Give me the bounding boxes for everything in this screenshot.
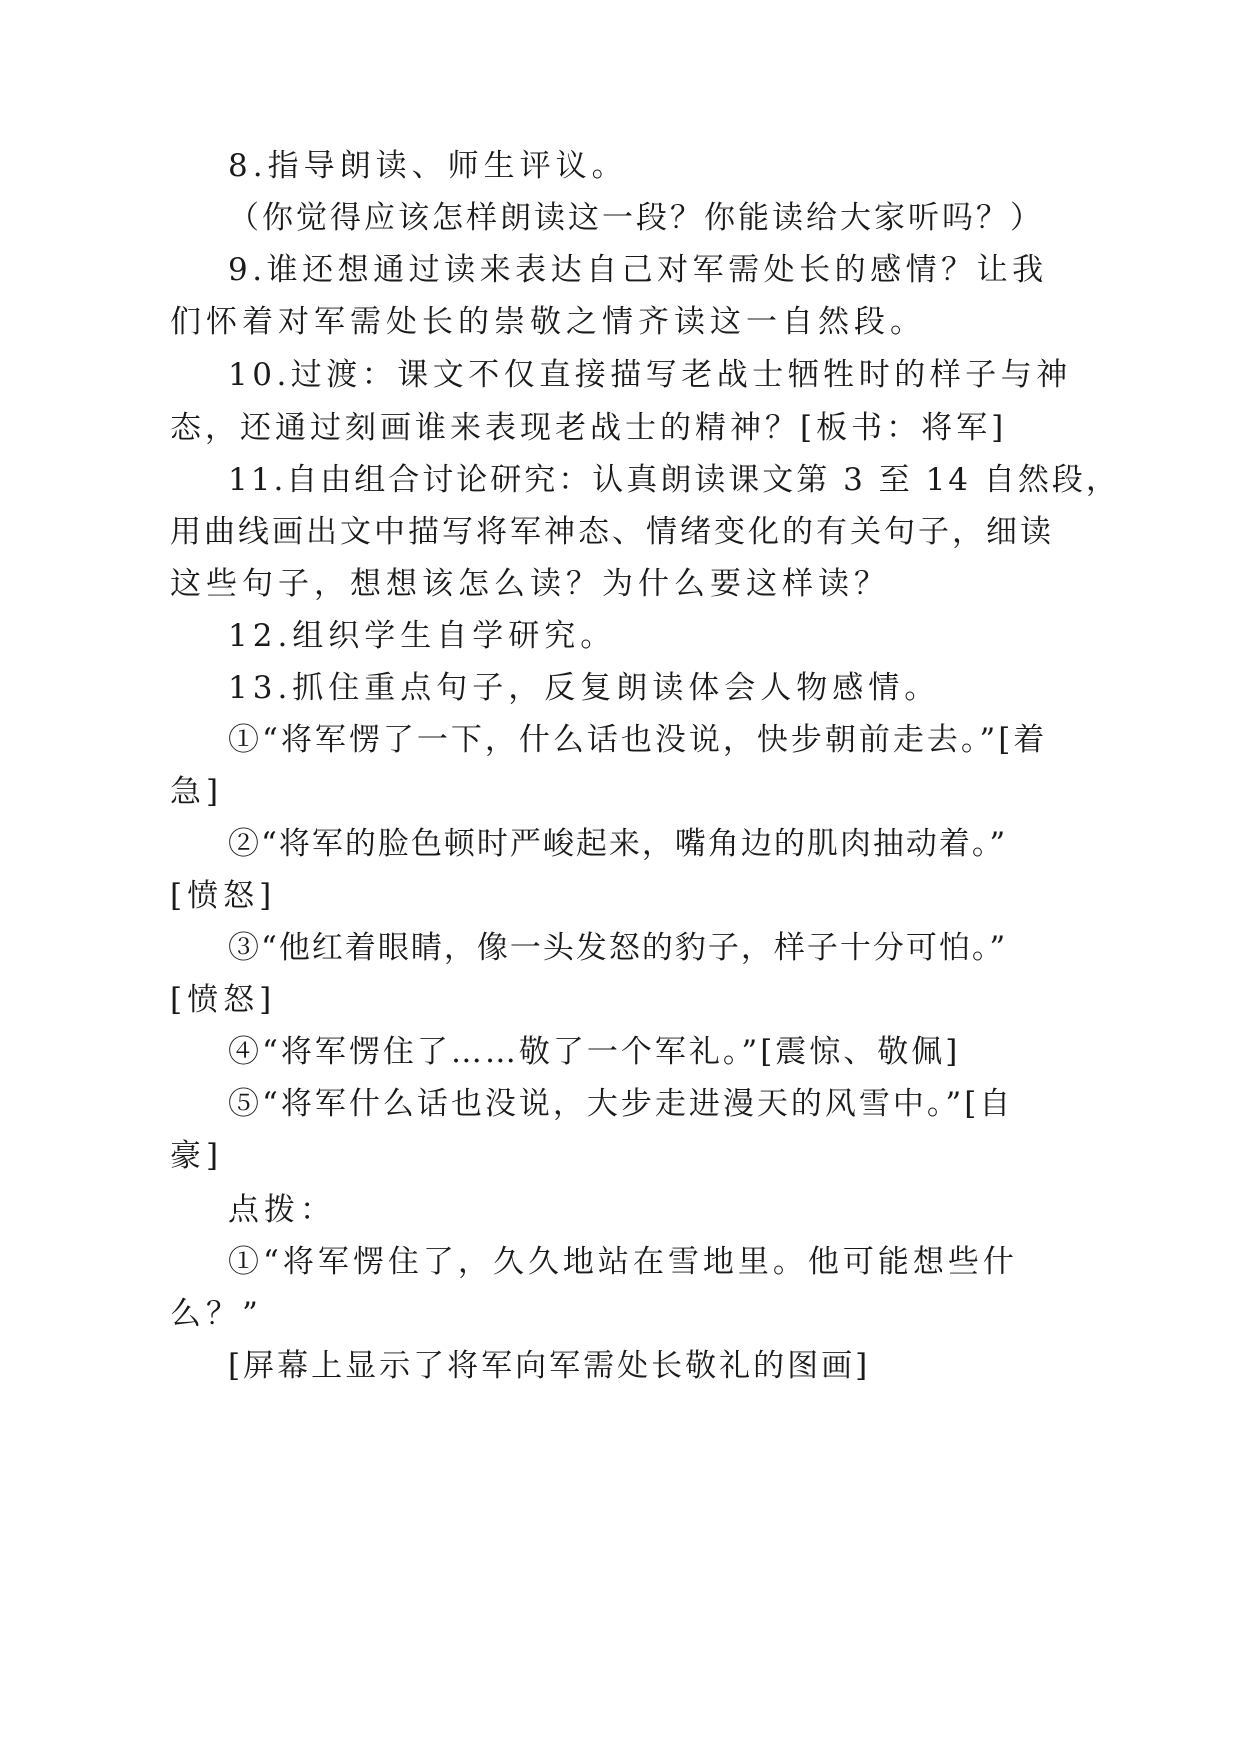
text-line: ②“将军的脸色顿时严峻起来，嘴角边的肌肉抽动着。”	[228, 826, 1008, 862]
text-line: 12.组织学生自学研究。	[228, 618, 617, 654]
text-line: 9.谁还想通过读来表达自己对军需处长的感情？让我	[228, 252, 1048, 288]
text-line: ①“将军愣住了，久久地站在雪地里。他可能想些什	[228, 1244, 1018, 1280]
text-line: 态，还通过刻画谁来表现老战士的精神？[板书：将军]	[170, 410, 1008, 446]
text-line: [愤怒]	[170, 982, 277, 1018]
text-line: 豪]	[170, 1138, 224, 1174]
text-line: 们怀着对军需处长的崇敬之情齐读这一自然段。	[170, 304, 926, 340]
text-line: 10.过渡：课文不仅直接描写老战士牺牲时的样子与神	[228, 357, 1072, 393]
text-line: 用曲线画出文中描写将军神态、情绪变化的有关句子，细读	[170, 514, 1054, 550]
text-line: ③“他红着眼睛，像一头发怒的豹子，样子十分可怕。”	[228, 930, 1008, 966]
text-line: ①“将军愣了一下，什么话也没说，快步朝前走去。”[着	[228, 722, 1048, 758]
text-line: （你觉得应该怎样朗读这一段？你能读给大家听吗？）	[228, 200, 1044, 236]
text-line: 这些句子，想想该怎么读？为什么要这样读？	[170, 566, 890, 602]
text-line: 点拨：	[228, 1192, 336, 1228]
text-line: ④“将军愣住了……敬了一个军礼。”[震惊、敬佩]	[228, 1034, 961, 1070]
text-line: [屏幕上显示了将军向军需处长敬礼的图画]	[228, 1348, 871, 1384]
text-line: ⑤“将军什么话也没说，大步走进漫天的风雪中。”[自	[228, 1086, 1014, 1122]
text-line: 急]	[170, 774, 224, 810]
text-line: 11.自由组合讨论研究：认真朗读课文第 3 至 14 自然段，	[228, 462, 1120, 498]
text-line: 13.抓住重点句子，反复朗读体会人物感情。	[228, 670, 941, 706]
text-line: [愤怒]	[170, 878, 277, 914]
text-line: 8.指导朗读、师生评议。	[228, 148, 628, 184]
text-line: 么？”	[170, 1296, 263, 1332]
